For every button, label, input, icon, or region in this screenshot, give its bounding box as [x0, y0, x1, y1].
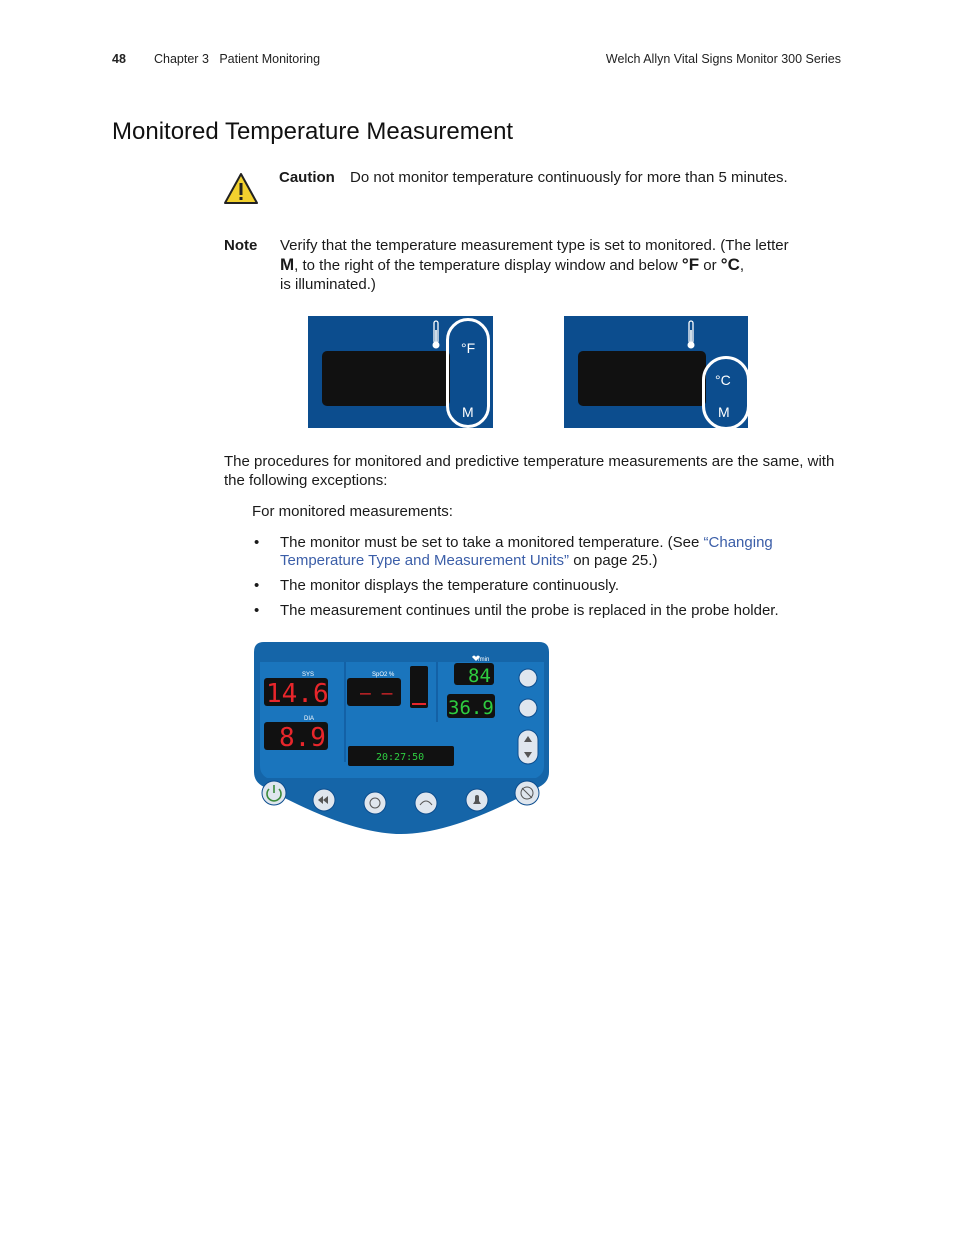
temperature-value: 36.9	[448, 697, 494, 719]
interval-button[interactable]	[364, 792, 386, 814]
bullet-item-1	[280, 534, 840, 570]
note-text-part1: Verify that the temperature measurement type is set to monitored. (The letter	[280, 237, 789, 254]
mode-monitored: M	[462, 404, 474, 420]
clock-display: 20:27:50	[376, 752, 425, 763]
bullet-item-3: The measurement continues until the probe is replaced in the probe holder.	[280, 602, 779, 619]
pulse-value: 84	[468, 665, 491, 687]
temperature-display-window	[322, 351, 450, 406]
note-text-part2: , to the right of the temperature display window and below	[294, 257, 678, 274]
changing-temperature-link[interactable]: “Changing Temperature Type and Measurement Units”	[280, 534, 773, 569]
caution-label: Caution	[279, 169, 335, 186]
monitor-front-panel	[254, 642, 549, 834]
note-text-part4: is illuminated.)	[280, 276, 376, 293]
mode-monitored: M	[718, 404, 730, 420]
dia-label: DIA	[304, 716, 315, 722]
product-header: Welch Allyn Vital Signs Monitor 300 Series	[605, 52, 841, 66]
bullet: •	[254, 534, 260, 551]
temperature-panel-celsius	[564, 316, 748, 428]
up-down-button[interactable]	[518, 730, 538, 764]
thermometer-icon	[431, 320, 441, 350]
caution-text: Do not monitor temperature continuously for more than 5 minutes.	[350, 169, 788, 186]
page-number: 48	[112, 52, 126, 66]
bullet-1-text: The monitor must be set to take a monitored temperature. (See	[280, 534, 700, 551]
warning-triangle-icon	[223, 172, 259, 206]
chapter-header: Chapter 3 Patient Monitoring	[154, 52, 321, 66]
probe-button[interactable]	[519, 669, 537, 687]
note-text-part3: ,	[739, 257, 745, 274]
bullet-item-2: The monitor displays the temperature continuously.	[280, 577, 620, 594]
fahrenheit-symbol: °F	[681, 255, 700, 274]
section-title: Monitored Temperature Measurement	[112, 118, 514, 145]
bullet-1-page: on page 25.)	[573, 552, 658, 569]
sys-label: SYS	[302, 672, 315, 678]
celsius-symbol: °C	[720, 255, 740, 274]
note-text	[280, 236, 840, 294]
for-monitored-heading: For monitored measurements:	[252, 503, 453, 520]
monitored-m-symbol: M	[280, 255, 295, 274]
unit-celsius: °C	[715, 372, 731, 388]
dia-value: 8.9	[279, 723, 326, 753]
bullet: •	[254, 577, 260, 594]
pulse-label: /min	[478, 657, 490, 663]
temperature-display-window	[578, 351, 706, 406]
thermometer-icon	[686, 320, 696, 350]
sys-value: 14.6	[266, 679, 329, 709]
note-label: Note	[224, 237, 258, 254]
spo2-value: – –	[360, 683, 393, 704]
spo2-label: SpO2 %	[372, 672, 395, 678]
nibp-button[interactable]	[415, 792, 437, 814]
intro-paragraph: The procedures for monitored and predictive temperature measurements are the same, with the following exceptions:	[224, 453, 835, 489]
mode-button[interactable]	[519, 699, 537, 717]
temperature-panel-fahrenheit	[308, 316, 493, 428]
bullet: •	[254, 602, 260, 619]
unit-fahrenheit: °F	[461, 340, 476, 356]
note-text-or: or	[703, 257, 717, 274]
